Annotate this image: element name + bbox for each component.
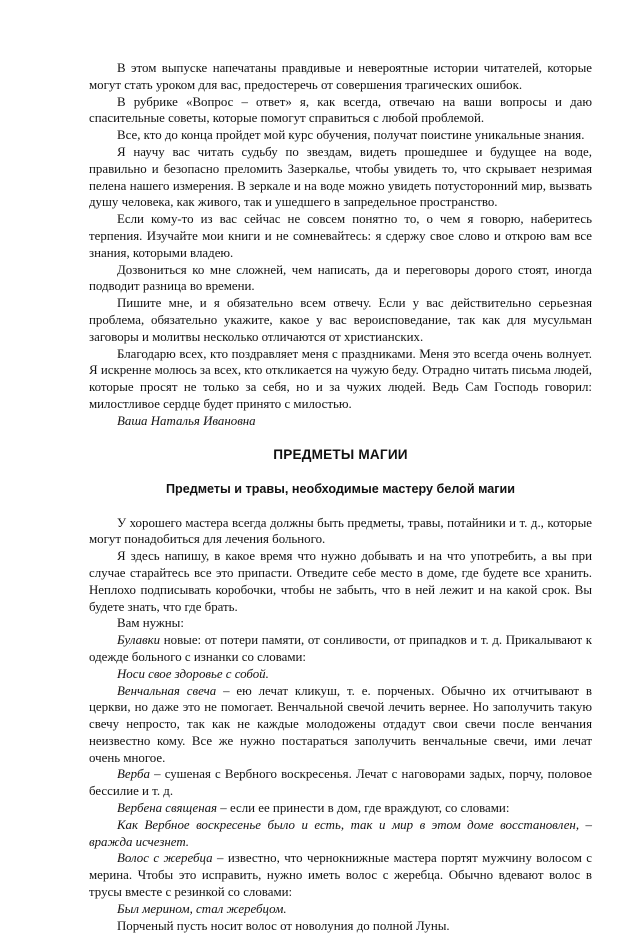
item-term: Верба bbox=[117, 767, 150, 782]
spell-line: Носи свое здоровье с собой. bbox=[117, 666, 269, 681]
intro-paragraph: Благодарю всех, кто поздравляет меня с праздниками. Меня это всегда очень волнует. Я искренне молюсь за всех, кто откликается на чужую беду. Отрадно читать письма людей, которые просят не только за себя, но и за чужих людей. Ведь Сам Господь говорил: милостливое сердце будет принято с милостью. bbox=[89, 346, 593, 411]
section-subtitle: Предметы и травы, необходимые мастеру белой магии bbox=[165, 481, 515, 496]
item-volos bbox=[89, 850, 592, 900]
item-text: новые: от потери памяти, от сонливости, от припадков и т. д. Прикалывают к одежде больного с изнанки со словами: bbox=[89, 633, 592, 664]
intro-paragraph: В этом выпуске напечатаны правдивые и невероятные истории читателей, которые могут стать уроком для вас, предостеречь от совершения трагических ошибок. bbox=[89, 61, 592, 92]
intro-paragraph: Пишите мне, и я обязательно всем отвечу. Если у вас действительно серьезная проблема, обязательно укажите, какое у вас вероисповедание, так как для мусульман заговоры и молитвы несколько отличаются от христианских. bbox=[89, 296, 592, 344]
item-svecha bbox=[89, 683, 592, 767]
signature: Ваша Наталья Ивановна bbox=[117, 413, 256, 428]
intro-paragraph: Я научу вас читать судьбу по звездам, видеть прошедшее и будущее на воде, правильно и безопасно преломить Зазеркалье, чтобы увидеть то, что скрывает незримая пелена нашего измерения. В зеркале и на воде можно увидеть потусторонний мир, вызвать душу человека, как живого, так и ушедшего в запредельное пространство. bbox=[89, 144, 592, 210]
item-verba bbox=[89, 766, 592, 800]
item-text: – если ее принести в дом, где враждуют, со словами: bbox=[217, 801, 510, 816]
body-paragraph: Вам нужны: bbox=[117, 616, 184, 631]
spell-line: Был мерином, стал жеребцом. bbox=[117, 901, 287, 916]
body-paragraph: У хорошего мастера всегда должны быть предметы, травы, потайники и т. д., которые могут понадобиться для лечения больного. bbox=[89, 515, 592, 547]
item-term: Вербена священая bbox=[117, 801, 218, 816]
body-paragraph: Я здесь напишу, в какое время что нужно добывать и на что употребить, а вы при случае старайтесь все это припасти. Отведите себе место в доме, где будете все хранить. Неплохо подписывать коробочки, чтобы не забыть, что в ней лежит и на какой срок. Вы будете знать, что где брать. bbox=[89, 549, 592, 614]
item-text: – сушеная с Вербного воскресенья. Лечат с наговорами задых, порчу, половое бессилие и т. д. bbox=[89, 767, 592, 799]
item-bulavki bbox=[89, 632, 592, 666]
body-paragraph: Порченый пусть носит волос от новолуния до полной Луны. bbox=[117, 918, 450, 933]
intro-paragraph: Дозвониться ко мне сложней, чем написать, да и переговоры дорого стоят, иногда подводит разница во времени. bbox=[89, 262, 592, 294]
item-term: Булавки bbox=[117, 633, 161, 648]
item-term: Венчальная свеча bbox=[117, 683, 217, 698]
intro-paragraph: Все, кто до конца пройдет мой курс обучения, получат поистине уникальные знания. bbox=[117, 128, 585, 143]
item-text: – известно, что чернокнижные мастера портят мужчину волосом с мерина. Чтобы это исправить, нужно иметь волос с жеребца. Обычно вдевают волос в трусы вместе с резинкой со словами: bbox=[89, 851, 592, 900]
item-text: – ею лечат кликуш, т. е. порченых. Обычно их отчитывают в церкви, но даже это не помогает. Венчальной свечой лечить вернее. Но заполучить такую свечу непросто, так как не каждые молодожены отдадут свои свечи после венчания неизвестно кому. Все же нужно постараться заполучить венчальные свечи, ими лечат очень многое. bbox=[89, 683, 592, 765]
intro-paragraph: Если кому-то из вас сейчас не совсем понятно то, о чем я говорю, наберитесь терпения. Изучайте мои книги и не сомневайтесь: я сдержу свое слово и открою вам все знания, которыми владею. bbox=[89, 212, 592, 260]
spell-line: Как Вербное воскресенье было и есть, так и мир в этом доме восстановлен, – вражда исчезнет. bbox=[89, 817, 592, 849]
section-title: ПРЕДМЕТЫ МАГИИ bbox=[273, 446, 408, 462]
item-verbena bbox=[89, 800, 592, 817]
intro-paragraph: В рубрике «Вопрос – ответ» я, как всегда, отвечаю на ваши вопросы и даю спасительные советы, которые помогут справиться с любой проблемой. bbox=[89, 94, 592, 126]
document-page bbox=[89, 60, 592, 934]
item-term: Волос с жеребца bbox=[117, 851, 213, 866]
